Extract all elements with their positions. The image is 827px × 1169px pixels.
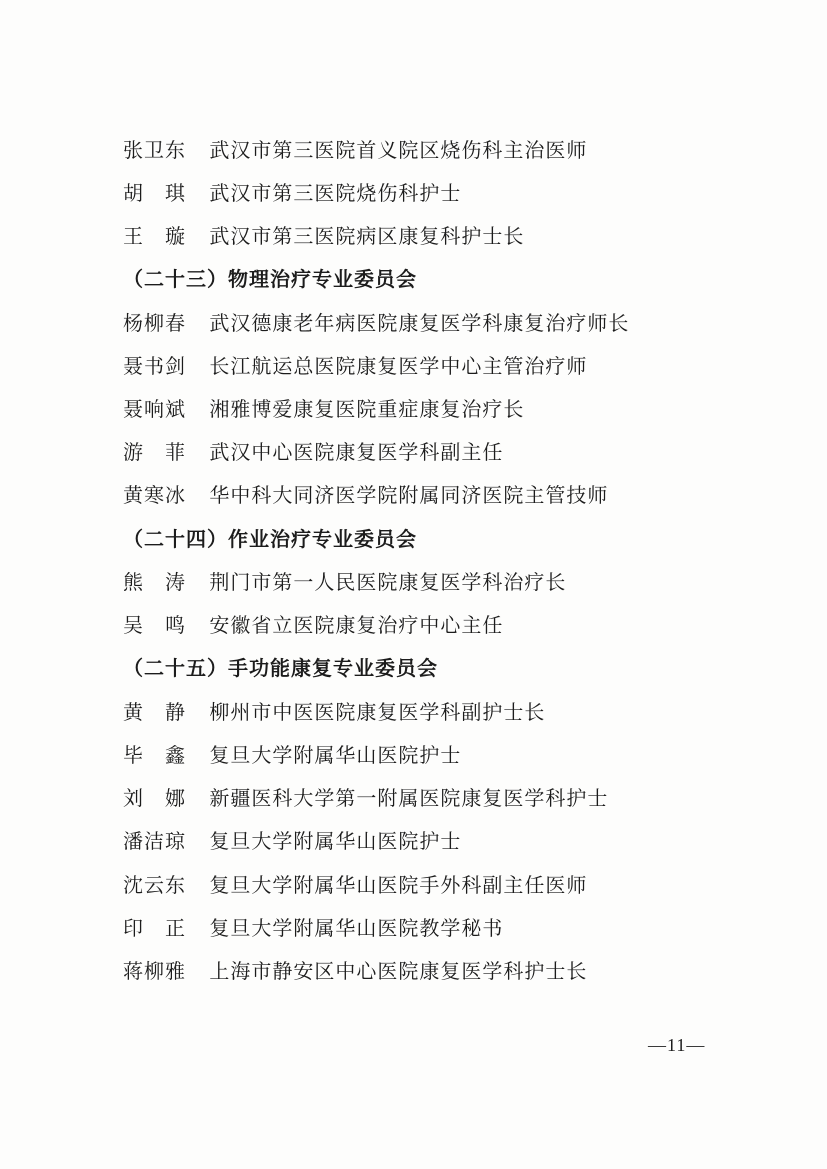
member-name: 聂响斌 [123,397,186,421]
member-entry [123,870,587,900]
member-affiliation: 安徽省立医院康复治疗中心主任 [209,613,504,637]
member-name: 蒋柳雅 [123,959,186,983]
member-affiliation: 复旦大学附属华山医院护士 [209,829,462,853]
member-name: 杨柳春 [123,311,186,335]
member-name: 印 正 [123,916,186,940]
page-number: —11— [648,1035,706,1055]
member-name: 张卫东 [123,138,186,162]
member-name: 沈云东 [123,873,186,897]
member-entry [123,740,461,770]
member-name: 潘洁琼 [123,829,186,853]
member-affiliation: 新疆医科大学第一附属医院康复医学科护士 [209,786,609,810]
member-name: 刘 娜 [123,786,186,810]
section-heading: （二十五）手功能康复专业委员会 [123,656,438,680]
member-affiliation: 武汉德康老年病医院康复医学科康复治疗师长 [209,311,630,335]
member-entry [123,783,608,813]
member-entry [123,913,503,943]
member-affiliation: 荆门市第一人民医院康复医学科治疗长 [209,570,567,594]
member-name: 黄 静 [123,700,186,724]
member-name: 王 璇 [123,224,186,248]
member-affiliation: 上海市静安区中心医院康复医学科护士长 [209,959,588,983]
member-name: 黄寒冰 [123,483,186,507]
section-heading: （二十三）物理治疗专业委员会 [123,267,417,291]
member-entry [123,567,566,597]
member-affiliation: 武汉市第三医院病区康复科护士长 [209,224,525,248]
member-affiliation: 武汉中心医院康复医学科副主任 [209,440,504,464]
member-name: 吴 鸣 [123,613,186,637]
member-affiliation: 复旦大学附属华山医院手外科副主任医师 [209,873,588,897]
member-entry [123,178,461,208]
member-affiliation: 柳州市中医医院康复医学科副护士长 [209,700,546,724]
member-entry [123,394,524,424]
member-affiliation: 湘雅博爱康复医院重症康复治疗长 [209,397,525,421]
member-entry [123,221,524,251]
member-entry [123,135,587,165]
member-name: 游 菲 [123,440,186,464]
member-name: 聂书剑 [123,354,186,378]
member-entry [123,437,503,467]
member-entry [123,351,587,381]
member-name: 胡 琪 [123,181,186,205]
member-entry [123,308,629,338]
member-entry [123,697,545,727]
member-name: 毕 鑫 [123,743,186,767]
member-affiliation: 长江航运总医院康复医学中心主管治疗师 [209,354,588,378]
member-affiliation: 华中科大同济医学院附属同济医院主管技师 [209,483,609,507]
member-entry [123,826,461,856]
member-affiliation: 复旦大学附属华山医院护士 [209,743,462,767]
member-entry [123,610,503,640]
member-name: 熊 涛 [123,570,186,594]
member-affiliation: 武汉市第三医院首义院区烧伤科主治医师 [209,138,588,162]
member-entry [123,480,608,510]
member-entry [123,956,587,986]
section-heading: （二十四）作业治疗专业委员会 [123,527,417,551]
member-affiliation: 复旦大学附属华山医院教学秘书 [209,916,504,940]
member-affiliation: 武汉市第三医院烧伤科护士 [209,181,462,205]
